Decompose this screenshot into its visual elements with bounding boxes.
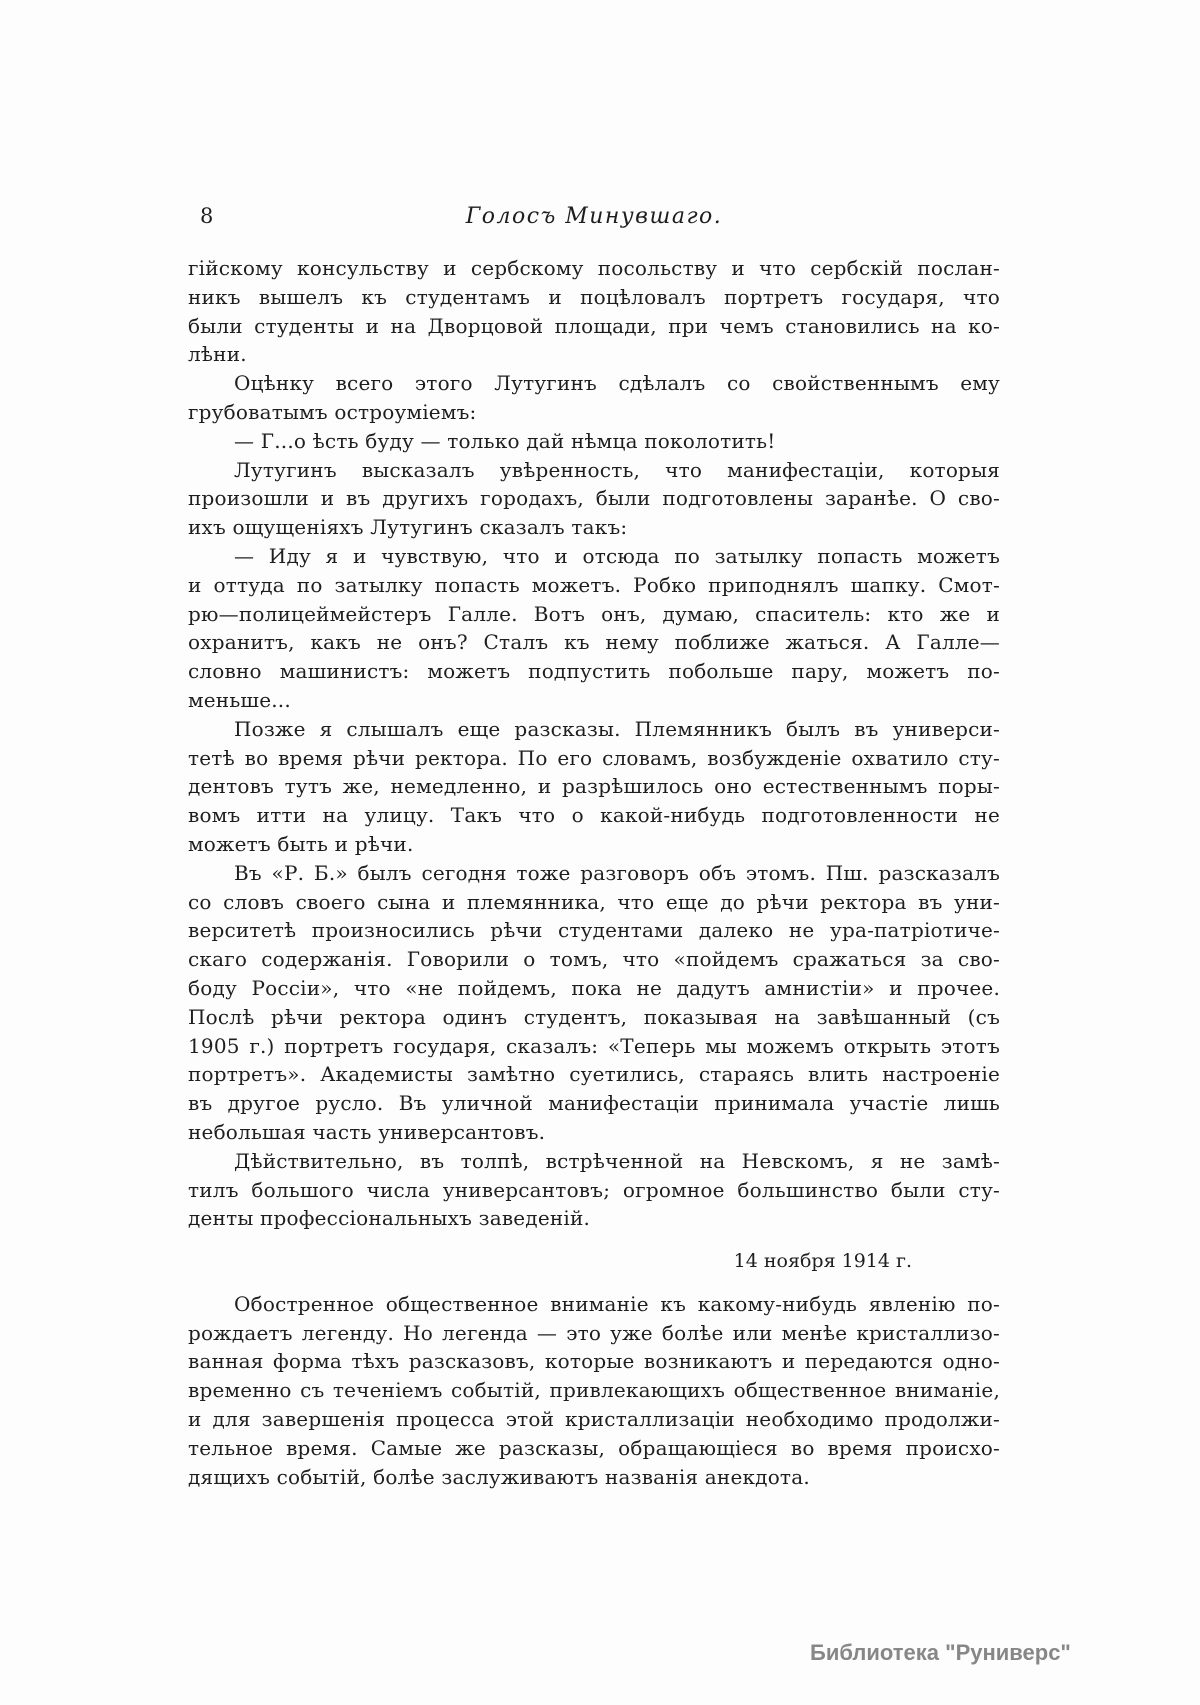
text-line: тилъ большого числа универсантовъ; огромное большинство были сту-: [188, 1177, 1000, 1202]
text-line: — Иду я и чувствую, что и отсюда по затылку попасть можетъ: [234, 543, 1000, 568]
text-line: лѣни.: [188, 342, 247, 367]
text-line: портретъ». Академисты замѣтно суетились, стараясь влить настроеніе: [188, 1062, 1000, 1087]
running-title: Голосъ Минувшаго.: [465, 204, 723, 229]
text-line: въ другое русло. Въ уличной манифестаціи принимала участіе лишь: [188, 1091, 1000, 1116]
text-line: тетѣ во время рѣчи ректора. По его словамъ, возбужденіе охватило сту-: [188, 745, 1000, 770]
paragraph: [188, 859, 1000, 1147]
text-line: ванная форма тѣхъ разсказовъ, которые возникаютъ и передаются одно-: [188, 1349, 1000, 1374]
library-watermark: Библиотека "Руниверс": [810, 1640, 1071, 1665]
text-line: со словъ своего сына и племянника, что еще до рѣчи ректора въ уни-: [188, 889, 1000, 914]
paragraph: [188, 542, 1000, 715]
text-line: скаго содержанія. Говорили о томъ, что «пойдемъ сражаться за сво-: [188, 947, 1000, 972]
text-line: рю—полицеймейстеръ Галле. Вотъ онъ, думаю, спаситель: кто же и: [188, 601, 1000, 626]
text-line: произошли и въ другихъ городахъ, были подготовлены заранѣе. О сво-: [188, 486, 1000, 511]
text-line: денты профессіональныхъ заведеній.: [188, 1206, 591, 1231]
text-line: рождаетъ легенду. Но легенда — это уже болѣе или менѣе кристаллизо-: [188, 1320, 1000, 1345]
text-line: верситетѣ произносились рѣчи студентами далеко не ура-патріотиче-: [188, 918, 1000, 943]
text-line: Обостренное общественное вниманіе къ какому-нибудь явленію по-: [234, 1291, 1000, 1316]
paragraph: [188, 1290, 1000, 1492]
text-line: небольшая часть универсантовъ.: [188, 1119, 546, 1144]
paragraph: [188, 1147, 1000, 1233]
text-line: Дѣйствительно, въ толпѣ, встрѣченной на Невскомъ, я не замѣ-: [234, 1148, 1000, 1173]
text-line: можетъ быть и рѣчи.: [188, 831, 414, 856]
text-line: охранитъ, какъ не онъ? Сталъ къ нему поближе жаться. А Галле—: [188, 630, 1000, 655]
text-line: Послѣ рѣчи ректора одинъ студентъ, показывая на завѣшанный (съ: [188, 1004, 1000, 1029]
text-line: Позже я слышалъ еще разсказы. Племянникъ былъ въ универси-: [234, 716, 1000, 741]
text-line: Лутугинъ высказалъ увѣренность, что манифестаціи, которыя: [234, 457, 1000, 482]
page-text: [188, 254, 1000, 1491]
text-line: грубоватымъ остроуміемъ:: [188, 399, 477, 424]
text-line: и оттуда по затылку попасть можетъ. Робко приподнялъ шапку. Смот-: [188, 572, 1000, 597]
text-line: гійскому консульству и сербскому посольству и что сербскій послан-: [188, 256, 1000, 280]
text-line: ихъ ощущеніяхъ Лутугинъ сказалъ такъ:: [188, 515, 628, 540]
text-line: дентовъ тутъ же, немедленно, и разрѣшилось оно естественнымъ поры-: [188, 774, 1000, 799]
text-line: словно машинистъ: можетъ подпустить побольше пару, можетъ по-: [188, 659, 1000, 684]
page-number: 8: [200, 204, 214, 228]
text-line: меньше...: [188, 687, 291, 712]
text-line: тельное время. Самые же разсказы, обращающіеся во время происхо-: [188, 1435, 1000, 1460]
text-line: и для завершенія процесса этой кристаллизаціи необходимо продолжи-: [188, 1407, 1000, 1432]
text-line: 1905 г.) портретъ государя, сказалъ: «Теперь мы можемъ открыть этотъ: [188, 1033, 1000, 1058]
text-line: были студенты и на Дворцовой площади, при чемъ становились на ко-: [188, 313, 1000, 338]
paragraph: [188, 427, 1000, 456]
page-header: [188, 204, 1000, 234]
date-line: 14 ноября 1914 г.: [733, 1250, 912, 1273]
text-line: Оцѣнку всего этого Лутугинъ сдѣлалъ со свойственнымъ ему: [234, 371, 1000, 396]
paragraph: [188, 456, 1000, 542]
paragraph: [188, 254, 1000, 369]
text-line: Въ «Р. Б.» былъ сегодня тоже разговоръ объ этомъ. Пш. разсказалъ: [234, 860, 1000, 885]
paragraph: [188, 715, 1000, 859]
paragraph: [188, 369, 1000, 427]
text-line: дящихъ событій, болѣе заслуживаютъ названія анекдота.: [188, 1464, 810, 1489]
text-line: боду Россіи», что «не пойдемъ, пока не дадутъ амнистіи» и прочее.: [188, 975, 1000, 1000]
text-line: — Г...о ѣсть буду — только дай нѣмца поколотить!: [234, 428, 776, 453]
text-line: временно съ теченіемъ событій, привлекающихъ общественное вниманіе,: [188, 1378, 1000, 1403]
text-line: никъ вышелъ къ студентамъ и поцѣловалъ портретъ государя, что: [188, 284, 1000, 309]
text-line: вомъ итти на улицу. Такъ что о какой-нибудь подготовленности не: [188, 803, 1000, 828]
